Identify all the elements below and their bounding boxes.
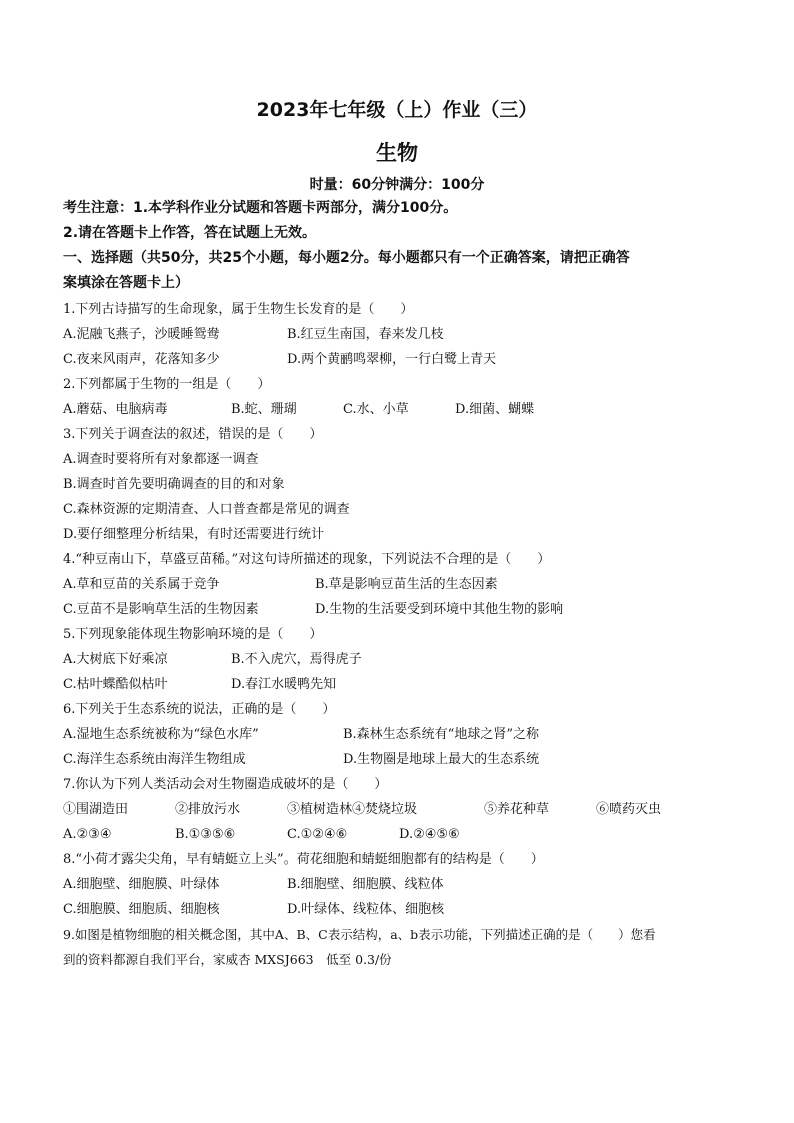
section-heading-line-1: 一、选择题（共50分，共25个小题，每小题2分。每小题都只有一个正确答案，请把正确答 xyxy=(63,250,630,266)
q7-option-d: D.②④⑤⑥ xyxy=(399,827,460,842)
q1-option-d: D.两个黄鹂鸣翠柳，一行白鹭上青天 xyxy=(287,352,497,367)
q7-item-2: ②排放污水 xyxy=(175,802,241,817)
q2-option-a: A.蘑菇、电脑病毒 xyxy=(63,402,168,417)
q2-option-b: B.蛇、珊瑚 xyxy=(231,402,297,417)
q8-option-a: A.细胞壁、细胞膜、叶绿体 xyxy=(63,877,220,892)
q1-option-c: C.夜来风雨声，花落知多少 xyxy=(63,352,220,367)
q8-option-c: C.细胞膜、细胞质、细胞核 xyxy=(63,902,220,917)
q1-option-b: B.红豆生南国，春来发几枝 xyxy=(287,327,444,342)
q8-option-b: B.细胞壁、细胞膜、线粒体 xyxy=(287,877,444,892)
q3-option-c: C.森林资源的定期清查、人口普查都是常见的调查 xyxy=(63,502,350,517)
q2-option-c: C.水、小草 xyxy=(343,402,409,417)
q7-option-c: C.①②④⑥ xyxy=(287,827,348,842)
q1-option-a: A.泥融飞燕子，沙暖睡鸳鸯 xyxy=(63,327,220,342)
q6-option-a: A.湿地生态系统被称为“绿色水库” xyxy=(63,727,259,742)
q7-option-a: A.②③④ xyxy=(63,827,112,842)
question-2-stem: 2.下列都属于生物的一组是（ ） xyxy=(63,377,271,392)
question-5-stem: 5.下列现象能体现生物影响环境的是（ ） xyxy=(63,627,323,642)
q7-item-5: ⑤养花种草 xyxy=(484,802,550,817)
question-1-stem: 1.下列古诗描写的生命现象，属于生物生长发育的是（ ） xyxy=(63,302,414,317)
question-4-stem: 4.“种豆南山下，草盛豆苗稀。”对这句诗所描述的现象，下列说法不合理的是（ ） xyxy=(63,552,551,567)
exam-title: 2023年七年级（上）作业（三） xyxy=(256,99,538,121)
question-8-stem: 8.“小荷才露尖尖角，早有蜻蜓立上头”。荷花细胞和蜻蜓细胞都有的结构是（ ） xyxy=(63,852,544,867)
subject-title: 生物 xyxy=(376,141,418,165)
question-6-stem: 6.下列关于生态系统的说法，正确的是（ ） xyxy=(63,702,336,717)
q7-item-3-4: ③植树造林④焚烧垃圾 xyxy=(287,802,418,817)
q6-option-b: B.森林生态系统有“地球之肾”之称 xyxy=(343,727,539,742)
question-9-stem-continued: 到的资料都源自我们平台，家威杏 MXSJ663 低至 0.3/份 xyxy=(63,952,392,967)
time-info: 时量：60分钟满分：100分 xyxy=(309,177,485,193)
q3-option-b: B.调查时首先要明确调查的目的和对象 xyxy=(63,477,285,492)
q6-option-d: D.生物圈是地球上最大的生态系统 xyxy=(343,752,540,767)
q4-option-a: A.草和豆苗的关系属于竞争 xyxy=(63,577,220,592)
question-9-stem: 9.如图是植物细胞的相关概念图，其中A、B、C表示结构，a、b表示功能，下列描述正确的是（ ）您看 xyxy=(63,927,656,942)
q4-option-c: C.豆苗不是影响草生活的生物因素 xyxy=(63,602,259,617)
q6-option-c: C.海洋生态系统由海洋生物组成 xyxy=(63,752,246,767)
q5-option-a: A.大树底下好乘凉 xyxy=(63,652,168,667)
q5-option-d: D.春江水暖鸭先知 xyxy=(231,677,337,692)
section-heading-line-2: 案填涂在答题卡上） xyxy=(63,275,189,291)
question-3-stem: 3.下列关于调查法的叙述，错误的是（ ） xyxy=(63,427,323,442)
q5-option-c: C.枯叶蝶酷似枯叶 xyxy=(63,677,168,692)
notice-line-2: 2.请在答题卡上作答，答在试题上无效。 xyxy=(63,225,317,241)
q7-option-b: B.①③⑤⑥ xyxy=(175,827,236,842)
q3-option-a: A.调查时要将所有对象都逐一调查 xyxy=(63,452,259,467)
q8-option-d: D.叶绿体、线粒体、细胞核 xyxy=(287,902,445,917)
q7-item-1: ①围湖造田 xyxy=(63,802,129,817)
q2-option-d: D.细菌、蝴蝶 xyxy=(455,402,535,417)
notice-line-1: 考生注意：1.本学科作业分试题和答题卡两部分，满分100分。 xyxy=(63,200,458,216)
q4-option-d: D.生物的生活要受到环境中其他生物的影响 xyxy=(315,602,564,617)
q4-option-b: B.草是影响豆苗生活的生态因素 xyxy=(315,577,498,592)
question-7-stem: 7.你认为下列人类活动会对生物圈造成破坏的是（ ） xyxy=(63,777,388,792)
q7-item-6: ⑥喷药灭虫 xyxy=(596,802,662,817)
q5-option-b: B.不入虎穴，焉得虎子 xyxy=(231,652,362,667)
q3-option-d: D.要仔细整理分析结果，有时还需要进行统计 xyxy=(63,527,325,542)
